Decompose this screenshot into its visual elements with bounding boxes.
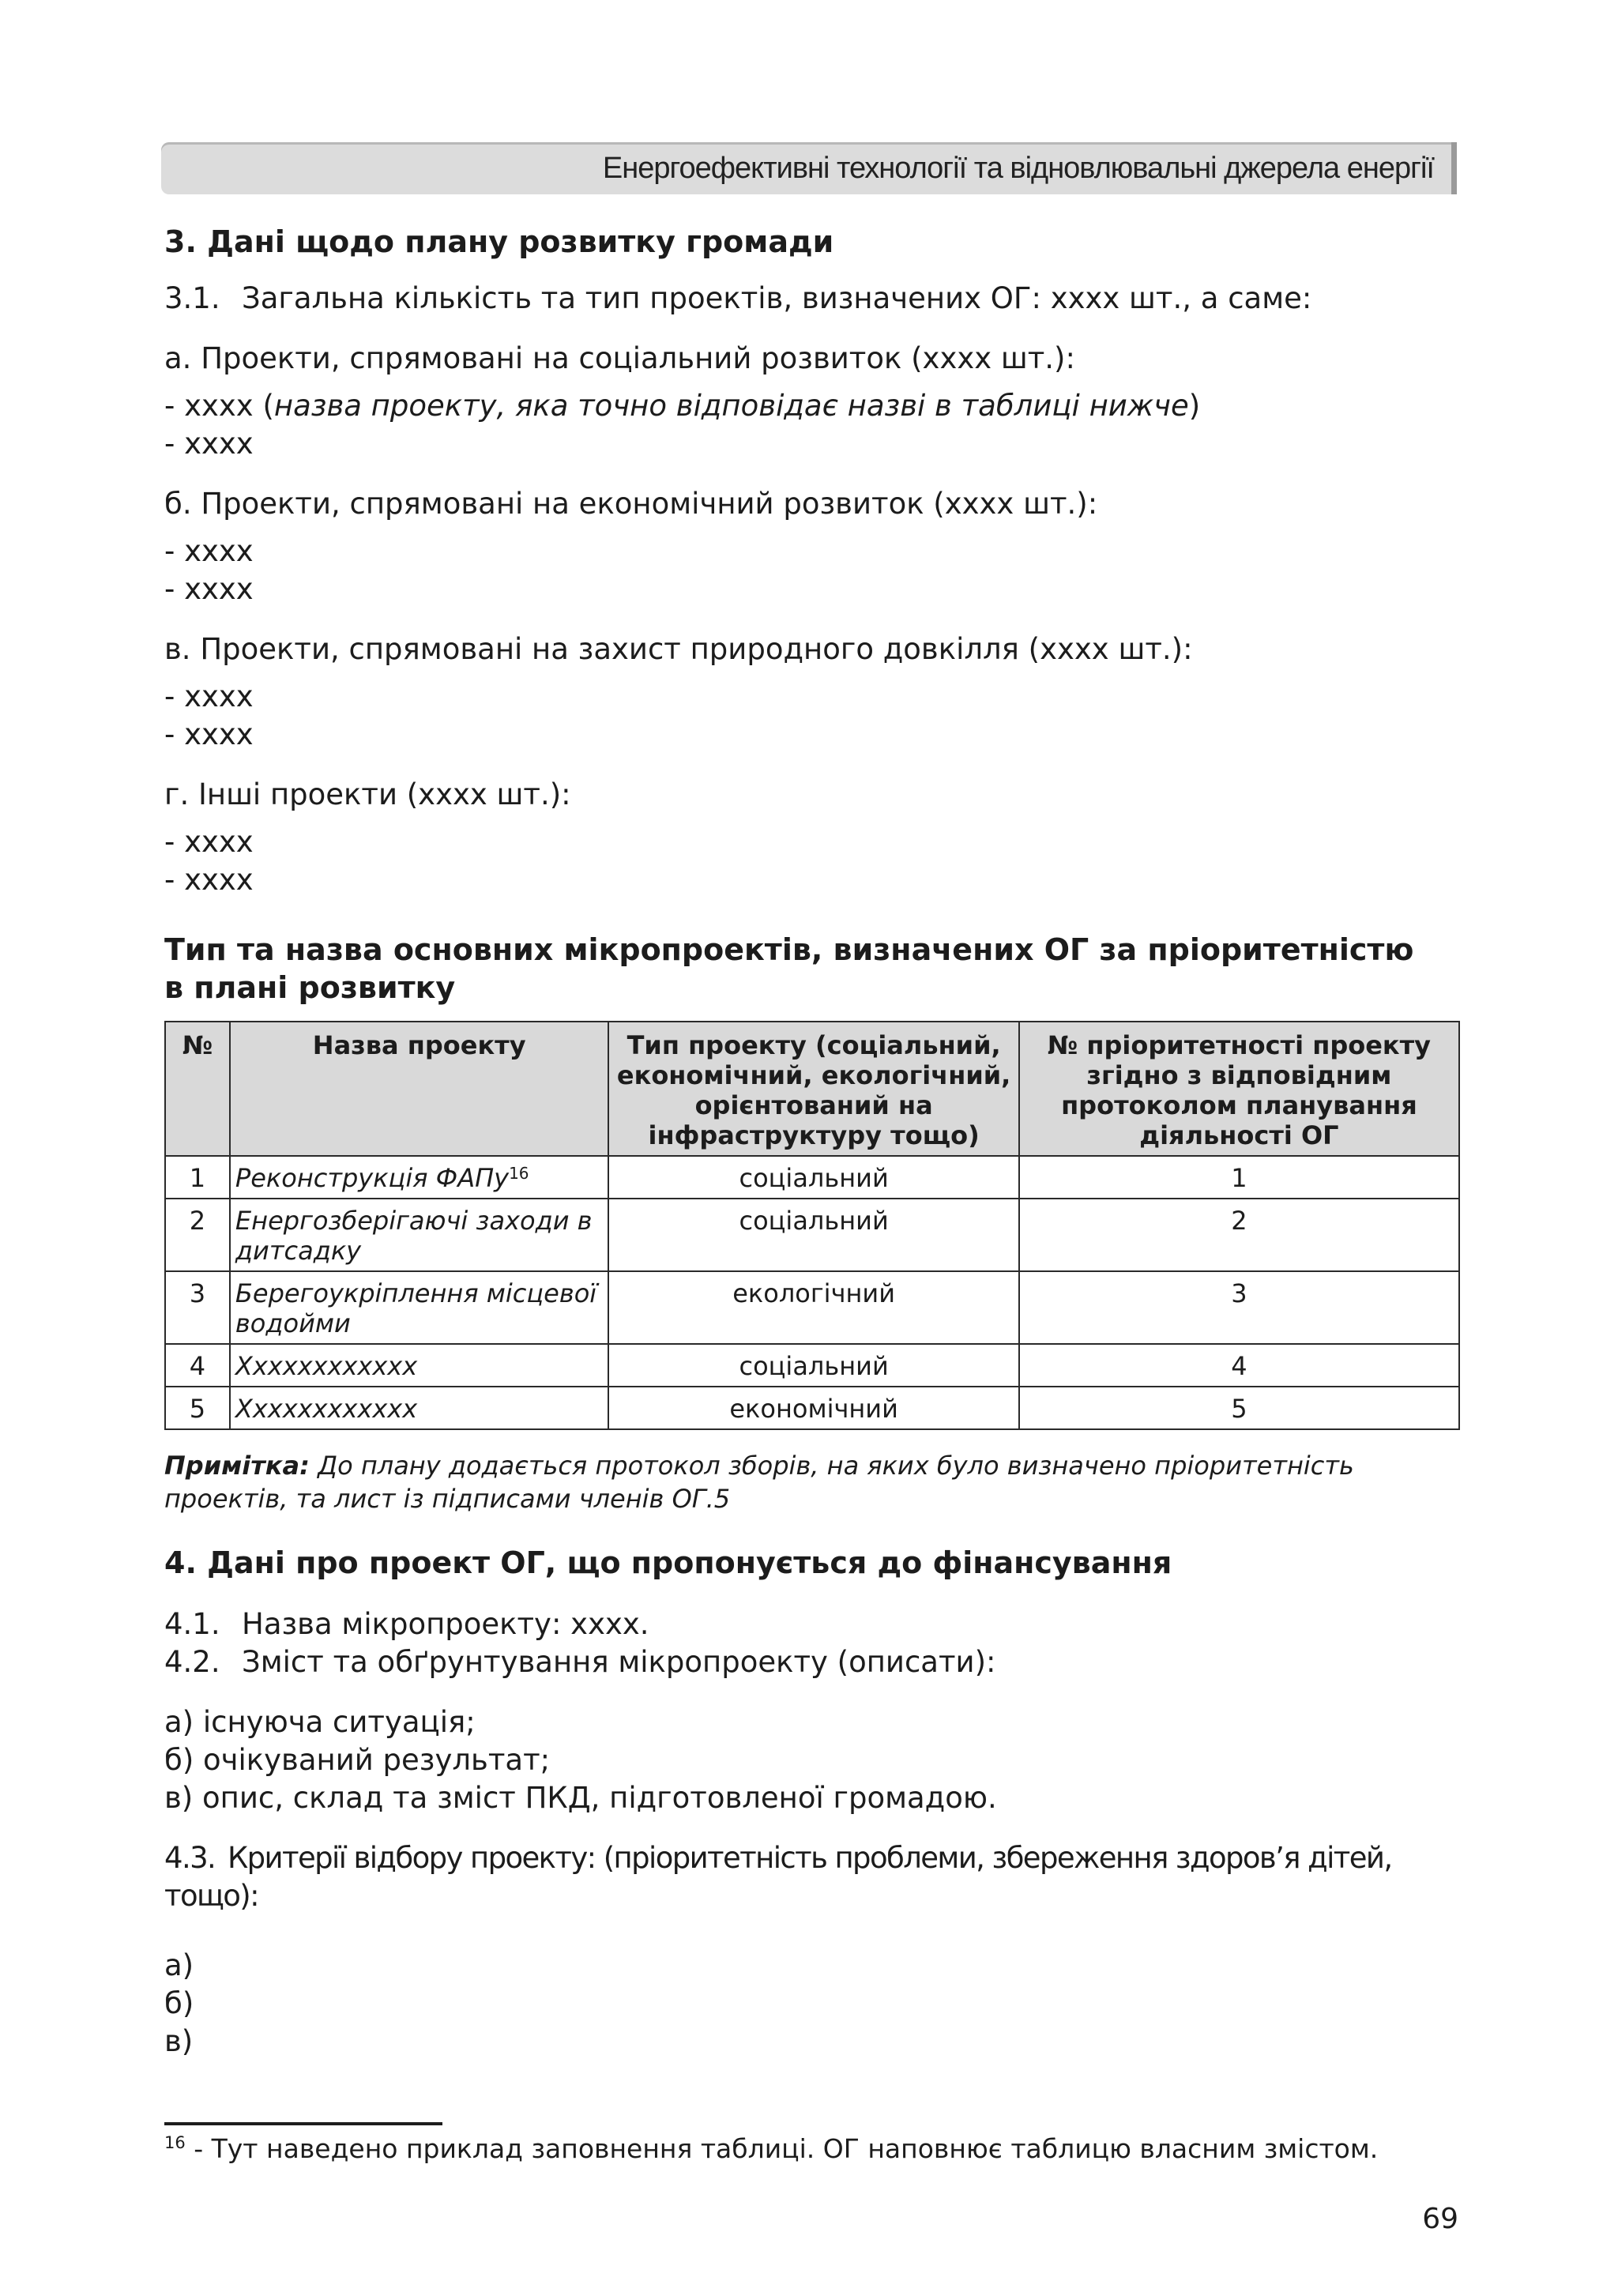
page-content — [164, 221, 1460, 2061]
col-header-num: № — [165, 1022, 230, 1156]
item-4-1-text: Назва мікропроекту: хххх. — [242, 1607, 649, 1641]
table-row — [165, 1344, 1459, 1387]
row-priority: 4 — [1019, 1344, 1459, 1387]
col-header-type — [608, 1022, 1018, 1156]
criteria-v: в) — [164, 2024, 194, 2058]
running-header — [161, 142, 1457, 194]
row-name-line-2: дитсадку — [235, 1236, 362, 1266]
row-name — [230, 1156, 609, 1199]
footnote-text: - Тут наведено приклад заповнення таблиці. ОГ наповнює таблицю власним змістом. — [185, 2133, 1379, 2164]
group-g-line-1: - хххх — [164, 825, 254, 859]
item-4-1-number: 4.1. — [164, 1607, 220, 1641]
table-header-row — [165, 1022, 1459, 1156]
row-num: 1 — [165, 1156, 230, 1199]
col-header-type-line-3: орієнтований на — [694, 1090, 933, 1120]
sub-item-v: в) опис, склад та зміст ПКД, підготовленої громадою. — [164, 1781, 997, 1815]
row-type: економічний — [608, 1387, 1018, 1429]
row-name — [230, 1271, 609, 1344]
row-priority: 2 — [1019, 1199, 1459, 1271]
section-3-title: 3. Дані щодо плану розвитку громади — [164, 224, 834, 259]
item-3-1-number: 3.1. — [164, 281, 220, 315]
item-4-3 — [164, 1839, 1460, 1915]
note-text-line-2: проектів, та лист із підписами членів ОГ.5 — [164, 1484, 731, 1514]
footnote-marker: 16 — [164, 2133, 186, 2152]
sub-item-a: а) існуюча ситуація; — [164, 1705, 476, 1739]
group-v-heading: в. Проекти, спрямовані на захист природного довкілля (хххх шт.): — [164, 632, 1193, 666]
group-a-line-2: - хххх — [164, 427, 254, 461]
row-type: соціальний — [608, 1156, 1018, 1199]
criteria-a: а) — [164, 1948, 194, 1982]
projects-table — [164, 1021, 1460, 1430]
footnote-separator — [164, 2122, 442, 2125]
criteria-b: б) — [164, 1986, 194, 2020]
sub-item-b: б) очікуваний результат; — [164, 1743, 551, 1777]
note-text-line-1: До плану додається протокол зборів, на яких було визначено пріоритетність — [309, 1451, 1354, 1481]
row-type: соціальний — [608, 1344, 1018, 1387]
col-header-type-line-2: економічний, екологічний, — [616, 1060, 1011, 1090]
table-note — [164, 1449, 1460, 1515]
row-name-line-1: Енергозберігаючі заходи в — [235, 1206, 593, 1236]
item-4-3-text: Критерії відбору проекту: (пріоритетність проблеми, збереження здоров’я дітей, тощо): — [164, 1841, 1392, 1913]
footnote-ref: 16 — [509, 1164, 529, 1183]
row-type: екологічний — [608, 1271, 1018, 1344]
group-v-line-1: - хххх — [164, 679, 254, 713]
row-num: 5 — [165, 1387, 230, 1429]
row-name — [230, 1199, 609, 1271]
item-3-1 — [164, 280, 1460, 318]
section-4-title: 4. Дані про проект ОГ, що пропонується до фінансування — [164, 1545, 1172, 1580]
row-num: 4 — [165, 1344, 230, 1387]
col-header-priority-line-3: протоколом планування — [1061, 1090, 1417, 1120]
group-a-line-1 — [164, 387, 1460, 425]
group-v-line-2: - хххх — [164, 717, 254, 751]
item-4-1 — [164, 1605, 1460, 1643]
group-b-line-2: - хххх — [164, 572, 254, 606]
table-row — [165, 1271, 1459, 1344]
row-priority: 1 — [1019, 1156, 1459, 1199]
item-4-3-number: 4.3. — [164, 1841, 216, 1875]
group-g-heading: г. Інші проекти (хххх шт.): — [164, 777, 571, 811]
item-3-1-text: Загальна кількість та тип проектів, визначених ОГ: хххх шт., а саме: — [242, 281, 1312, 315]
row-type: соціальний — [608, 1199, 1018, 1271]
row-name: Хххххххххххх — [230, 1344, 609, 1387]
group-g-line-2: - хххх — [164, 863, 254, 897]
col-header-priority — [1019, 1022, 1459, 1156]
page-number: 69 — [1422, 2203, 1458, 2235]
note-label: Примітка: — [164, 1451, 310, 1481]
running-header-title: Енергоефективні технології та відновлювальні джерела енергії — [602, 152, 1434, 185]
table-title-line-2: в плані розвитку — [164, 970, 456, 1005]
col-header-type-line-4: інфраструктуру тощо) — [648, 1120, 980, 1150]
row-name-text: Реконструкція ФАПу — [235, 1163, 510, 1193]
table-row — [165, 1387, 1459, 1429]
col-header-name: Назва проекту — [230, 1022, 609, 1156]
item-4-2-number: 4.2. — [164, 1645, 220, 1679]
table-row — [165, 1156, 1459, 1199]
group-a-heading: а. Проекти, спрямовані на соціальний розвиток (хххх шт.): — [164, 341, 1075, 375]
row-name: Хххххххххххх — [230, 1387, 609, 1429]
row-num: 3 — [165, 1271, 230, 1344]
table-row — [165, 1199, 1459, 1271]
group-a-line-1-italic: назва проекту, яка точно відповідає назві в таблиці нижче — [273, 389, 1189, 423]
table-title-line-1: Тип та назва основних мікропроектів, визначених ОГ за пріоритетністю — [164, 932, 1414, 967]
row-priority: 5 — [1019, 1387, 1459, 1429]
group-a-line-1-prefix: - хххх ( — [164, 389, 274, 423]
item-4-2-text: Зміст та обґрунтування мікропроекту (описати): — [242, 1645, 996, 1679]
row-name-line-2: водойми — [235, 1308, 351, 1338]
col-header-type-line-1: Тип проекту (соціальний, — [627, 1030, 1001, 1060]
row-name-line-1: Берегоукріплення місцевої — [235, 1278, 597, 1308]
row-num: 2 — [165, 1199, 230, 1271]
group-b-heading: б. Проекти, спрямовані на економічний розвиток (хххх шт.): — [164, 487, 1098, 521]
col-header-priority-line-4: діяльності ОГ — [1139, 1120, 1339, 1150]
group-a-line-1-suffix: ) — [1188, 389, 1201, 423]
group-b-line-1: - хххх — [164, 534, 254, 568]
col-header-priority-line-2: згідно з відповідним — [1086, 1060, 1392, 1090]
footnote — [164, 2132, 1378, 2166]
item-4-2 — [164, 1643, 1460, 1681]
col-header-priority-line-1: № пріоритетності проекту — [1047, 1030, 1432, 1060]
row-priority: 3 — [1019, 1271, 1459, 1344]
table-title — [164, 931, 1460, 1007]
